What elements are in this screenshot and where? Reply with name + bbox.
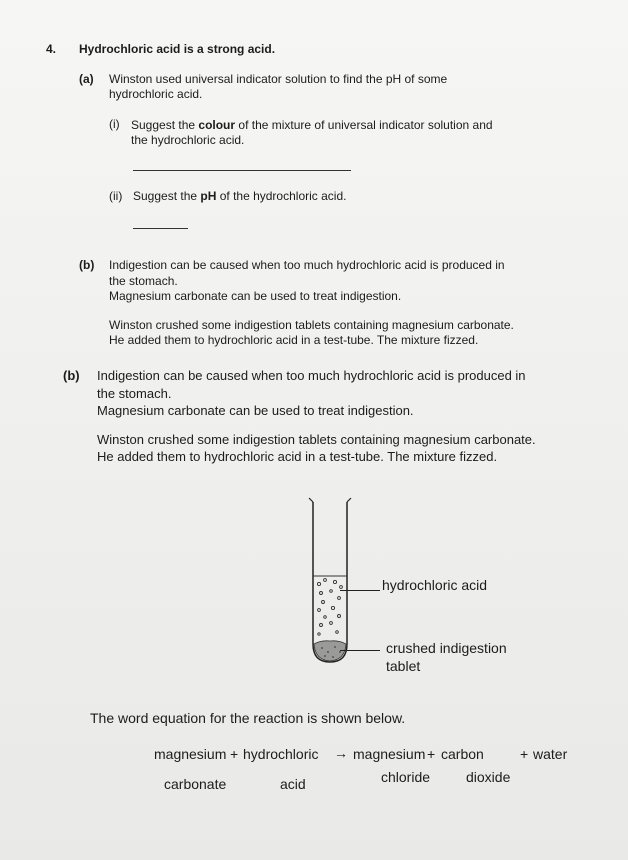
tablet-label-pointer — [340, 650, 380, 651]
label-crushed-indigestion: crushed indigestion — [386, 640, 507, 656]
sub-i-line1-pre: Suggest the — [131, 118, 199, 132]
eq-reactant2-line1: hydrochloric — [243, 746, 319, 762]
eq-arrow: → — [334, 745, 348, 761]
equation-intro: The word equation for the reaction is shown below. — [90, 710, 406, 726]
part-b1-line2: the stomach. — [109, 274, 178, 288]
sub-ii-post: of the hydrochloric acid. — [216, 189, 347, 203]
eq-product1-line1: magnesium — [353, 746, 426, 762]
part-b1-line5: He added them to hydrochloric acid in a test-tube. The mixture fizzed. — [109, 333, 479, 347]
eq-plus-3: + — [520, 746, 529, 762]
label-hydrochloric-acid: hydrochloric acid — [382, 577, 488, 593]
sub-ii-pre: Suggest the — [133, 189, 201, 203]
eq-product2-line1: carbon — [441, 746, 484, 762]
part-b1-line3: Magnesium carbonate can be used to treat indigestion. — [109, 289, 402, 303]
label-tablet: tablet — [386, 658, 421, 674]
question-number: 4. — [46, 42, 57, 56]
sub-i-line2: the hydrochloric acid. — [131, 133, 245, 147]
part-a-label: (a) — [79, 72, 94, 86]
part-b2-line3: Magnesium carbonate can be used to treat indigestion. — [97, 403, 414, 418]
part-a-intro-line2: hydrochloric acid. — [109, 87, 203, 101]
sub-ii-answer-line[interactable] — [133, 228, 188, 229]
sub-i-line1-bold: colour — [198, 118, 236, 132]
sub-i-line1 — [131, 119, 493, 132]
part-b2-line4: Winston crushed some indigestion tablets containing magnesium carbonate. — [97, 432, 536, 447]
sub-i-label: (i) — [109, 117, 120, 131]
eq-product1-line2: chloride — [381, 769, 431, 785]
part-a-intro-line1: Winston used universal indicator solution to find the pH of some — [109, 72, 448, 86]
sub-ii-label: (ii) — [109, 189, 123, 203]
part-b1-label: (b) — [79, 258, 95, 272]
sub-ii-bold: pH — [200, 189, 217, 203]
question-stem: Hydrochloric acid is a strong acid. — [79, 42, 276, 56]
sub-ii-text — [133, 190, 346, 203]
eq-product2-line2: dioxide — [466, 769, 511, 785]
sub-i-answer-line[interactable] — [133, 170, 351, 171]
part-b2-line2: the stomach. — [97, 386, 172, 401]
eq-plus-1: + — [230, 746, 239, 762]
eq-reactant2-line2: acid — [280, 776, 306, 792]
sub-i-line1-post: of the mixture of universal indicator solution and — [235, 118, 493, 132]
eq-plus-2: + — [427, 746, 436, 762]
acid-label-pointer — [340, 590, 380, 591]
bubbles — [317, 579, 342, 636]
part-b2-line1: Indigestion can be caused when too much hydrochloric acid is produced in — [97, 368, 526, 383]
eq-product3: water — [533, 746, 568, 762]
eq-reactant1-line1: magnesium — [154, 746, 227, 762]
part-b1-line4: Winston crushed some indigestion tablets containing magnesium carbonate. — [109, 318, 514, 332]
part-b2-line5: He added them to hydrochloric acid in a test-tube. The mixture fizzed. — [97, 449, 498, 464]
part-b2-label: (b) — [63, 368, 80, 383]
eq-reactant1-line2: carbonate — [164, 776, 227, 792]
test-tube-rim — [309, 498, 351, 502]
test-tube-outline — [313, 502, 347, 662]
part-b1-line1: Indigestion can be caused when too much hydrochloric acid is produced in — [109, 258, 505, 272]
